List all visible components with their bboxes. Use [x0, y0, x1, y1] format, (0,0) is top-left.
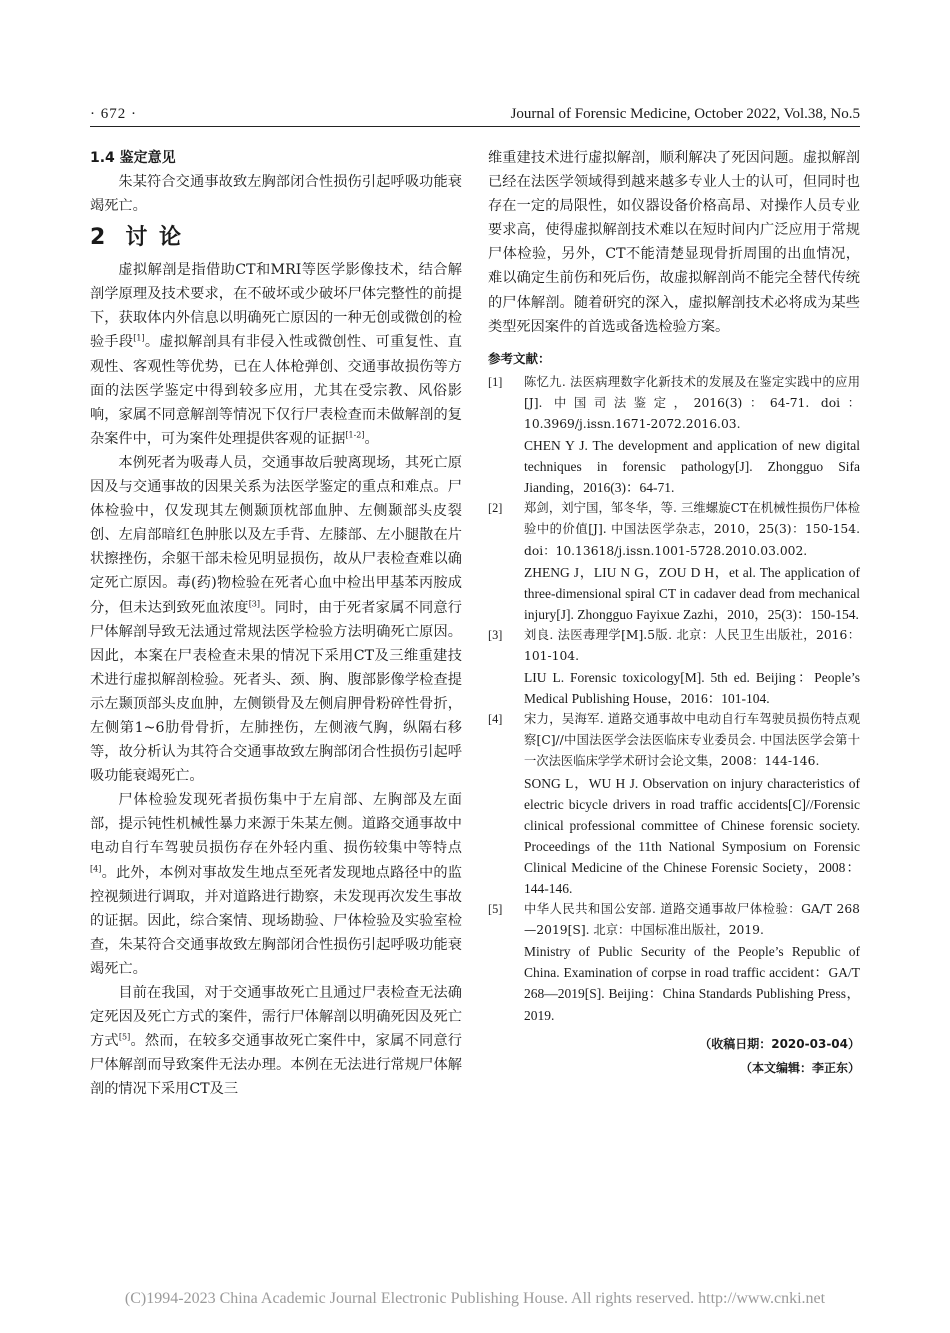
reference-number: [1]: [488, 374, 503, 389]
reference-list: [488, 372, 860, 1026]
reference-chinese-text: 中华人民共和国公安部. 道路交通事故尸体检验：GA/T 268—2019[S]. 北京：中国标准出版社，2019.: [524, 902, 860, 938]
editor-note: （本文编辑：李正东）: [739, 1060, 860, 1075]
reference-chinese-text: 郑剑，刘宁国，邹冬华，等. 三维螺旋CT在机械性损伤尸体检验中的价值[J]. 中国法医学杂志，2010，25(3)：150-154. doi：10.13618/j.issn.1001-5728.2010.03.002.: [524, 501, 860, 558]
section-heading-text: 讨 论: [125, 225, 183, 251]
reference-english-text: LIU L. Forensic toxicology[M]. 5th ed. Beijing：People’s Medical Publishing House，2016：101-104.: [524, 670, 860, 707]
citation-marker: [5]: [118, 1032, 131, 1042]
paragraph-text: 。虚拟解剖具有非侵入性或微创性、可重复性、直观性、客观性等优势，已在人体枪弹创、交通事故损伤等方面的法医学鉴定中得到较多应用，尤其在受宗教、风俗影响，家属不同意解剖等情况下仅行尸表检查而未做解剖的复杂案件中，可为案件处理提供客观的证据: [90, 334, 462, 447]
reference-item: [488, 899, 860, 1026]
copyright-footer: (C)1994-2023 China Academic Journal Electronic Publishing House. All rights reserved. http://www.cnki.net: [124, 1290, 826, 1307]
paragraph-text: 。然而，在较多交通事故死亡案件中，家属不同意行尸体解剖而导致案件无法办理。本例在无法进行常规尸体解剖的情况下采用CT及三: [90, 1033, 462, 1098]
reference-chinese-text: 陈忆九. 法医病理数字化新技术的发展及在鉴定实践中的应用[J]. 中国司法鉴定，2016(3)：64-71. doi：10.3969/j.issn.1671-2072.2016.03.: [524, 374, 860, 431]
page-number: · 672 ·: [90, 106, 137, 122]
discussion-paragraph-4: [90, 981, 462, 1101]
reference-item: [488, 498, 860, 625]
paragraph-text: 。: [364, 430, 379, 447]
reference-english-text: Ministry of Public Security of the People’s Republic of China. Examination of corpse in road traffic accident：GA/T 268—2019[S]. Beijing：China Standards Publishing Press，2019.: [524, 944, 860, 1023]
reference-english-text: SONG L，WU H J. Observation on injury characteristics of electric bicycle drivers in road traffic accidents[C]//Forensic clinical professional committee of Chinese forensic society. Proceedings of the 11th National Symposium on Forensic Clinical Medicine of the Chinese Forensic Society，2008：144-146.: [524, 775, 860, 896]
citation-marker: [1-2]: [345, 430, 365, 440]
reference-english-text: CHEN Y J. The development and application of new digital techniques in forensic pathology[J]. Zhongguo Sifa Jianding，2016(3)：64-71.: [524, 438, 860, 496]
discussion-paragraph-2: [90, 451, 462, 788]
right-column: [488, 146, 860, 1078]
reference-number: [3]: [488, 627, 503, 642]
citation-marker: [4]: [90, 863, 102, 873]
paragraph-text: 本例死者为吸毒人员，交通事故后驶离现场，其死亡原因及与交通事故的因果关系为法医学鉴定的重点和难点。尸体检验中，仅发现其左侧颞顶枕部血肿、左侧颞部头皮裂创、左肩部暗红色肿胀以及左手背、左膝部、左小腿散在片状擦挫伤，余躯干部未检见明显损伤，故从尸表检查难以确定死亡原因。毒(药)物检验在死者心血中检出甲基苯丙胺成分，但未达到致死血浓度: [90, 454, 462, 616]
section-title-discussion: [90, 224, 462, 252]
reference-number: [4]: [488, 712, 503, 727]
discussion-paragraph-3: [90, 788, 462, 981]
section-number: 2: [90, 225, 108, 251]
paragraph-text: 虚拟解剖是指借助CT和MRI等医学影像技术，结合解剖学原理及技术要求，在不破坏或少破坏尸体完整性的前提下，获取体内外信息以明确死亡原因的一种无创或微创的检验手段: [90, 262, 462, 351]
reference-number: [2]: [488, 501, 503, 516]
left-column: [90, 146, 462, 1101]
reference-item: [488, 372, 860, 499]
reference-item: [488, 625, 860, 709]
received-date: （收稿日期：2020-03-04）: [699, 1036, 860, 1051]
discussion-paragraph-4-continued: 维重建技术进行虚拟解剖，顺利解决了死因问题。虚拟解剖已经在法医学领域得到越来越多专业人士的认可，但同时也存在一定的局限性，如仪器设备价格高昂、对操作人员专业要求高，使得虚拟解剖技术难以在短时间内广泛应用于常规尸体检验，另外，CT不能清楚显现骨折周围的出血情况，难以确定生前伤和死后伤，故虚拟解剖尚不能完全替代传统的尸体解剖。随着研究的深入，虚拟解剖技术必将成为某些类型死因案件的首选或备选检验方案。: [488, 150, 860, 335]
reference-chinese-text: 刘良. 法医毒理学[M].5版. 北京：人民卫生出版社，2016：101-104.: [524, 627, 860, 663]
paragraph-text: 目前在我国，对于交通事故死亡且通过尸表检查无法确定死因及死亡方式的案件，需行尸体解剖以明确死因及死亡方式: [90, 985, 462, 1050]
reference-english-text: ZHENG J，LIU N G，ZOU D H，et al. The application of three-dimensional spiral CT in cadaver dead from mechanical injury[J]. Zhongguo Fayixue Zazhi，2010，25(3)：150-154.: [524, 564, 860, 622]
citation-marker: [1]: [133, 333, 145, 343]
citation-marker: [3]: [248, 598, 261, 608]
reference-item: [488, 709, 860, 899]
paragraph-text: 。同时，由于死者家属不同意行尸体解剖导致无法通过常规法医学检验方法明确死亡原因。因此，本案在尸表检查未果的情况下采用CT及三维重建技术进行虚拟解剖检验。死者头、颈、胸、腹部影像学检查提示左颞顶部头皮血肿，左侧锁骨及左侧肩胛骨粉碎性骨折，左侧第1~6肋骨骨折，左肺挫伤，左侧液气胸，纵隔右移等，故分析认为其符合交通事故致左胸部闭合性损伤引起呼吸功能衰竭死亡。: [90, 599, 462, 785]
references-heading: 参考文献：: [488, 350, 551, 366]
page-header: [90, 104, 860, 127]
subsection-title-1-4: 1.4 鉴定意见: [90, 150, 176, 166]
discussion-paragraph-1: [90, 258, 462, 451]
paragraph-appraisal-opinion: 朱某符合交通事故致左胸部闭合性损伤引起呼吸功能衰竭死亡。: [90, 174, 462, 215]
paragraph-text: 尸体检验发现死者损伤集中于左肩部、左胸部及左面部，提示钝性机械性暴力来源于朱某左侧。道路交通事故中电动自行车驾驶员损伤存在外轻内重、损伤较集中等特点: [90, 792, 462, 857]
paragraph-text: 。此外，本例对事故发生地点至死者发现地点路径中的监控视频进行调取，并对道路进行勘察，未发现再次发生事故的证据。因此，综合案情、现场勘验、尸体检验及实验室检查，朱某符合交通事故致左胸部闭合性损伤引起呼吸功能衰竭死亡。: [90, 864, 462, 977]
reference-chinese-text: 宋力，吴海军. 道路交通事故中电动自行车驾驶员损伤特点观察[C]//中国法医学会法医临床专业委员会. 中国法医学会第十一次法医临床学学术研讨会论文集，2008：144-146.: [524, 712, 860, 769]
journal-running-title: Journal of Forensic Medicine, October 2022, Vol.38, No.5: [510, 106, 860, 122]
reference-number: [5]: [488, 902, 503, 917]
